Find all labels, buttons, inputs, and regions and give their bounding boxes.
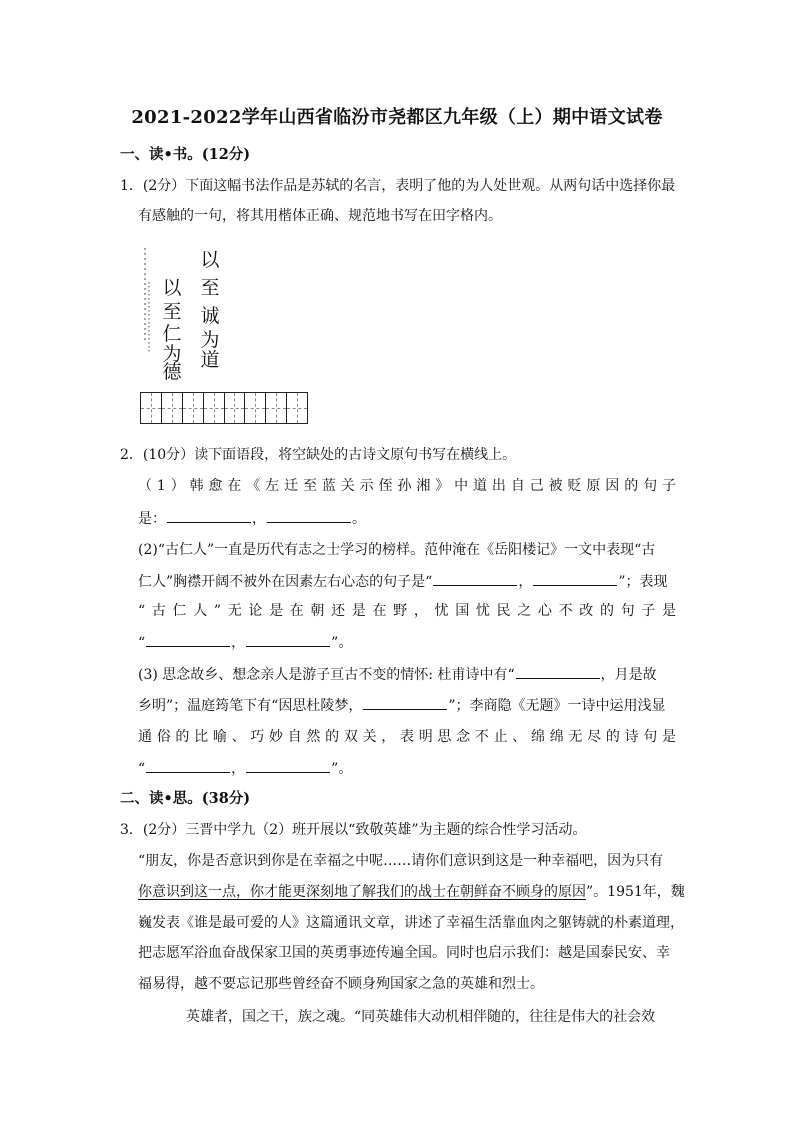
answer-blank[interactable] xyxy=(246,632,330,647)
q2-p2-line-1: (2)“古仁人”一直是历代有志之士学习的榜样。范仲淹在《岳阳楼记》一文中表现“古 xyxy=(138,542,656,558)
q2-p1-sep: ， xyxy=(252,511,266,527)
q3-para2-line-1: 英雄者，国之干，族之魂。“同英雄伟大动机相伴随的，往往是伟大的社会效 xyxy=(186,1009,656,1025)
section-heading-1: 一、读•书。(12分) xyxy=(120,146,251,163)
grid-cell[interactable] xyxy=(204,393,225,423)
answer-blank[interactable] xyxy=(167,508,251,523)
section-heading-2: 二、读•思。(38分) xyxy=(120,790,251,807)
q3-para1-line-4: 把志愿军浴血奋战保家卫国的英勇事迹传遍全国。同时也启示我们：越是国泰民安、幸 xyxy=(138,945,670,961)
q2-p2-sep: ， xyxy=(518,574,533,590)
q3-para1-line-2 xyxy=(138,882,685,902)
answer-blank[interactable] xyxy=(146,632,230,647)
q2-p2-prefix: 仁人”胸襟开阔不被外在因素左右心态的句子是“ xyxy=(138,574,433,590)
q2-p3-line-1 xyxy=(138,664,676,685)
q2-p2-line-4 xyxy=(138,632,676,653)
page-title: 2021-2022学年山西省临汾市尧都区九年级（上）期中语文试卷 xyxy=(131,107,663,128)
q2-p3-a-end: ，月是故 xyxy=(600,667,657,683)
q2-p3-line-3: 通俗的比喻、巧妙自然的双关，表明思念不止、绵绵无尽的诗句是 xyxy=(138,729,676,745)
svg-text:为: 为 xyxy=(200,329,220,351)
q2-p3-a-prefix: (3) 思念故乡、想念亲人是游子亘古不变的情怀: 杜甫诗中有“ xyxy=(138,667,515,683)
svg-text:以: 以 xyxy=(162,277,182,299)
answer-blank[interactable] xyxy=(267,508,351,523)
q2-p2-line-2 xyxy=(138,571,676,592)
q2-p1-line-2 xyxy=(138,508,676,529)
q2-p3-quote-close: ”。 xyxy=(331,761,353,777)
grid-cell[interactable] xyxy=(287,393,307,423)
q2-p3-b-prefix: 乡明”；温庭筠笔下有“因思杜陵梦， xyxy=(138,698,363,714)
svg-text:为: 为 xyxy=(162,343,182,365)
q2-p3-line-2 xyxy=(138,695,676,716)
q2-p3-quote-open: “ xyxy=(138,761,146,777)
svg-text:德: 德 xyxy=(162,361,182,383)
q2-p3-d-sep: ， xyxy=(231,761,246,777)
svg-text:以: 以 xyxy=(200,249,220,271)
svg-text:诚: 诚 xyxy=(200,305,220,327)
q3-para1-line-2-rest: ”。1951年，魏 xyxy=(586,884,685,900)
q3-intro: 3．(2分）三晋中学九（2）班开展以“致敬英雄”为主题的综合性学习活动。 xyxy=(120,822,587,838)
grid-cell[interactable] xyxy=(183,393,204,423)
q1-line-1: 1．(2分）下面这幅书法作品是苏轼的名言，表明了他的为人处世观。从两句话中选择你最 xyxy=(120,178,676,194)
writing-grid[interactable] xyxy=(140,392,308,424)
answer-blank[interactable] xyxy=(146,758,230,773)
grid-cell[interactable] xyxy=(245,393,266,423)
q2-p2-end: ”；表现 xyxy=(618,574,668,590)
q2-p1-prefix: 是： xyxy=(138,511,166,527)
answer-blank[interactable] xyxy=(363,695,447,710)
underlined-quote: 你意识到这一点，你才能更深刻地了解我们的战士在朝鲜奋不顾身的原因 xyxy=(138,884,586,900)
answer-blank[interactable] xyxy=(246,758,330,773)
svg-text:仁: 仁 xyxy=(162,323,182,345)
q3-para1-line-1: “朋友，你是否意识到你是在幸福之中呢……请你们意识到这是一种幸福吧，因为只有 xyxy=(138,853,664,869)
q1-line-2: 有感触的一句，将其用楷体正确、规范地书写在田字格内。 xyxy=(138,208,502,224)
svg-text:至: 至 xyxy=(162,301,182,323)
q2-p3-b-end: ”；李商隐《无题》一诗中运用浅显 xyxy=(448,698,666,714)
q2-p1-line-1: （1）韩愈在《左迁至蓝关示侄孙湘》中道出自己被贬原因的句子 xyxy=(138,478,676,494)
svg-text:至: 至 xyxy=(200,277,220,299)
answer-blank[interactable] xyxy=(433,571,517,586)
svg-text:道: 道 xyxy=(200,349,220,371)
grid-cell[interactable] xyxy=(225,393,246,423)
calligraphy-image xyxy=(142,242,227,383)
q2-p2-d-sep: ， xyxy=(231,635,246,651)
q3-para1-line-3: 巍发表《谁是最可爱的人》这篇通讯文章，讲述了幸福生活靠血肉之躯铸就的朴素道理， xyxy=(138,915,684,931)
grid-cell[interactable] xyxy=(162,393,183,423)
grid-cell[interactable] xyxy=(141,393,162,423)
q2-p2-quote-close: ”。 xyxy=(331,635,353,651)
q2-p1-end: 。 xyxy=(352,511,366,527)
answer-blank[interactable] xyxy=(533,571,617,586)
q2-p2-line-3: “古仁人”无论是在朝还是在野，忧国忧民之心不改的句子是 xyxy=(138,603,676,619)
q2-intro: 2．(10分）读下面语段，将空缺处的古诗文原句书写在横线上。 xyxy=(120,447,517,463)
grid-cell[interactable] xyxy=(266,393,287,423)
q2-p2-quote-open: “ xyxy=(138,635,146,651)
q2-p3-line-4 xyxy=(138,758,676,779)
answer-blank[interactable] xyxy=(516,664,600,679)
q3-para1-line-5: 福易得，越不要忘记那些曾经奋不顾身殉国家之急的英雄和烈士。 xyxy=(138,976,544,992)
